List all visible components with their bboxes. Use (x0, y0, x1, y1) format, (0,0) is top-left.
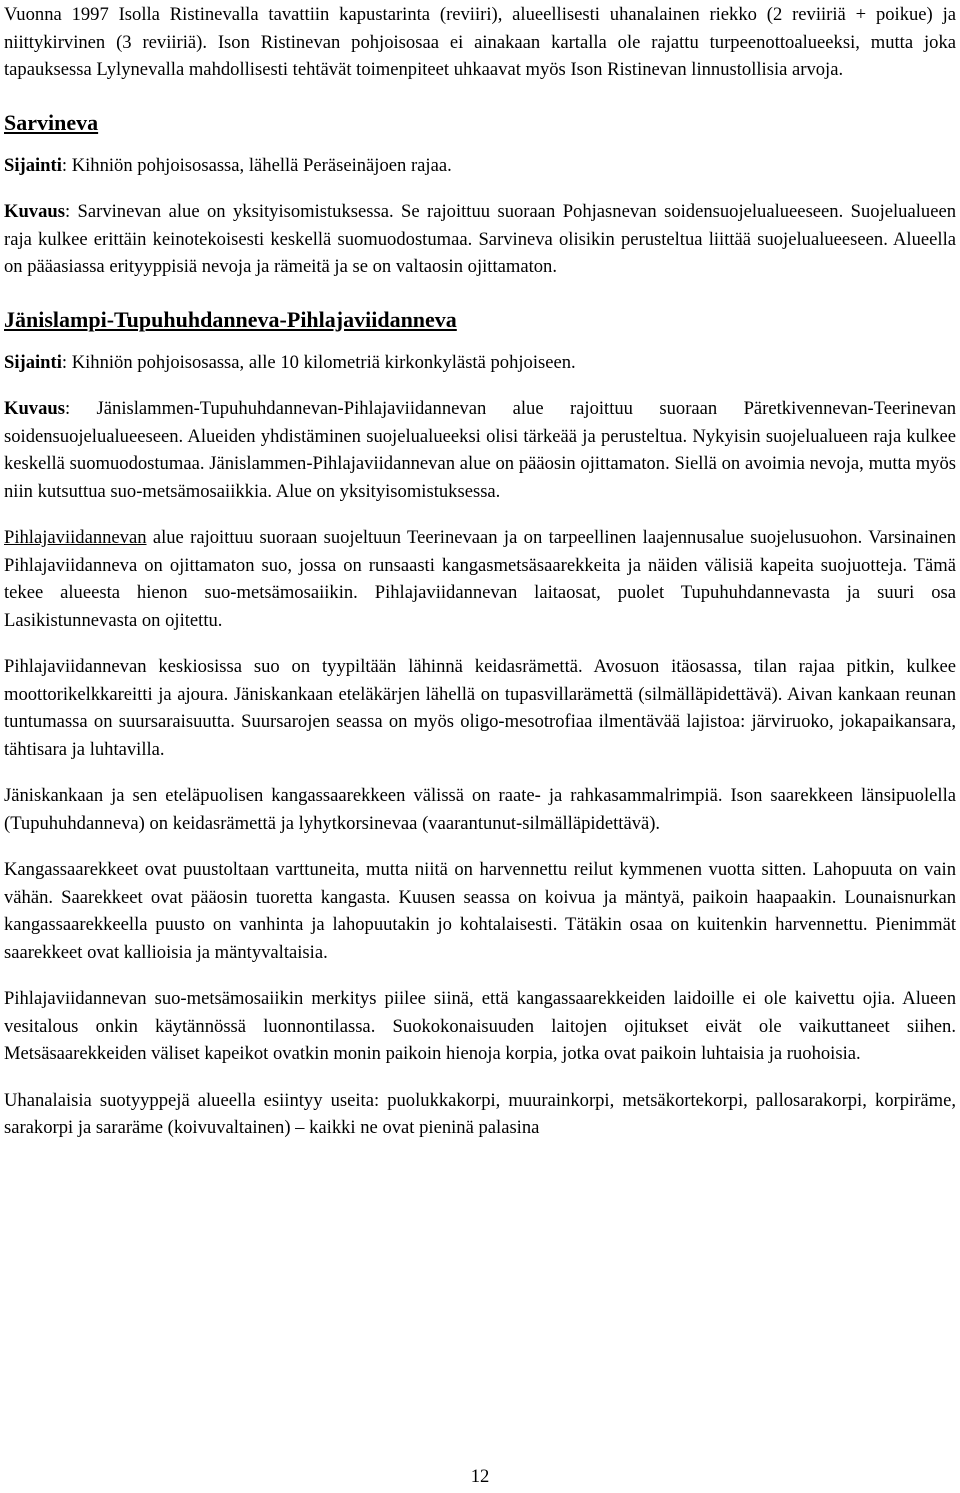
body-paragraph: Pihlajaviidannevan keskiosissa suo on tyypiltään lähinnä keidasrämettä. Avosuon itäosassa, tilan rajaa pitkin, kulkee moottorikelkkareitti ja ajoura. Jäniskankaan eteläkärjen lähellä on tupasvillarämettä (silmälläpidettävä). Aivan kankaan reunan tuntumassa on suursaraisuutta. Suursarojen seassa on myös oligo-mesotrofiaa ilmentävää lajistoa: järviruoko, jokapaikansara, tähtisara ja luhtavilla. (4, 656, 956, 760)
janislampi-location (4, 349, 956, 377)
location-text: : Kihniön pohjoisosassa, lähellä Peräseinäjoen rajaa. (61, 154, 452, 176)
location-text: : Kihniön pohjoisosassa, alle 10 kilometriä kirkonkylästä pohjoiseen. (61, 351, 576, 373)
intro-paragraph: Vuonna 1997 Isolla Ristinevalla tavattiin kapustarinta (reviiri), alueellisesti uhanalainen riekko (2 reviiriä + poikue) ja niittykirvinen (3 reviiriä). Ison Ristinevan pohjoisosaa ei ainakaan kartalla ole rajattu turpeenottoalueeksi, mutta joka tapauksessa Lylynevalla mahdollisesti tehtävät toimenpiteet uhkaavat myös Ison Ristinevan linnustollisia arvoja. (4, 4, 956, 80)
pihlajaviidanneva-text: alue rajoittuu suoraan suojeltuun Teerinevaan ja on tarpeellinen laajennusalue suojelusuohon. Varsinainen Pihlajaviidanneva on ojittamaton suo, jossa on runsaasti kangasmetsäsaarekkeita ja näiden välisiä kapeita suojuotteja. Tämä tekee alueesta hienon suo-metsämosaiikin. Pihlajaviidannevan laitaosat, puolet Tupuhuhdannevasta ja suuri osa Lasikistunnevasta on ojitettu. (4, 527, 956, 631)
location-label: Sijainti (4, 351, 62, 373)
document-page (4, 0, 956, 1142)
janislampi-description (4, 395, 956, 505)
body-paragraph: Pihlajaviidannevan suo-metsämosaiikin merkitys piilee siinä, että kangassaarekkeiden laidoille ei ole kaivettu ojia. Alueen vesitalous onkin käytännössä luonnontilassa. Suokokonaisuuden laitojen ojitukset eivät ole vaikuttaneet siihen. Metsäsaarekkeiden väliset kapeikot ovatkin monin paikoin hienoja korpia, jotka ovat paikoin luhtaisia ja ruohoisia. (4, 988, 956, 1064)
location-label: Sijainti (4, 154, 62, 176)
description-label: Kuvaus (4, 201, 65, 222)
description-label: Kuvaus (4, 398, 65, 419)
description-text: : Sarvinevan alue on yksityisomistuksessa. Se rajoittuu suoraan Pohjasnevan soidensuojelualueeseen. Suojelualueen raja kulkee erittäin keinotekoisesti keskellä suomuodostumaa. Sarvineva olisikin perusteltua liittää suojelualueeseen. Alueella on pääasiassa erityyppisiä nevoja ja rämeitä ja se on valtaosin ojittamaton. (4, 201, 956, 277)
page-number: 12 (470, 1466, 490, 1487)
sarvineva-description (4, 198, 956, 281)
body-paragraph: Jäniskankaan ja sen eteläpuolisen kangassaarekkeen välissä on raate- ja rahkasammalrimpiä. Ison saarekkeen länsipuolella (Tupuhuhdanneva) on keidasrämettä ja lyhytkorsinevaa (vaarantunut-silmälläpidettävä). (4, 785, 956, 834)
description-text: : Jänislammen-Tupuhuhdannevan-Pihlajaviidannevan alue rajoittuu suoraan Päretkivennevan-Teerinevan soidensuojelualueeseen. Alueiden yhdistäminen suojelualueeksi olisi tärkeää ja perusteltua. Nykyisin suojelualueen raja kulkee keskellä suomuodostumaa. Jänislammen-Pihlajaviidannevan alue on pääosin ojittamaton. Siellä on avoimia nevoja, mutta myös niin kutsuttua suo-metsämosaiikkia. Alue on yksityisomistuksessa. (4, 398, 956, 502)
body-paragraph: Uhanalaisia suotyyppejä alueella esiintyy useita: puolukkakorpi, muurainkorpi, metsäkortekorpi, pallosarakorpi, korpiräme, sarakorpi ja sararäme (koivuvaltainen) – kaikki ne ovat pieninä palasina (4, 1089, 956, 1138)
pihlajaviidanneva-paragraph (4, 524, 956, 634)
section-title-sarvineva: Sarvineva (4, 109, 99, 135)
pihlajaviidanneva-underlined: Pihlajaviidannevan (4, 527, 147, 548)
section-title-janislampi: Jänislampi-Tupuhuhdanneva-Pihlajaviidanneva (4, 306, 457, 332)
body-paragraph: Kangassaarekkeet ovat puustoltaan varttuneita, mutta niitä on harvennettu reilut kymmenen vuotta sitten. Lahopuuta on vain vähän. Saarekkeet ovat pääosin tuoretta kangasta. Kuusen seassa on koivua ja mäntyä, paikoin haapaakin. Lounaisnurkan kangassaarekkeella puusto on vanhinta ja lahopuutakin jo kohtalaisesti. Tätäkin osaa on kuitenkin harvennettu. Pienimmät saarekkeet ovat kallioisia ja mäntyvaltaisia. (4, 859, 956, 963)
sarvineva-location (4, 152, 956, 180)
